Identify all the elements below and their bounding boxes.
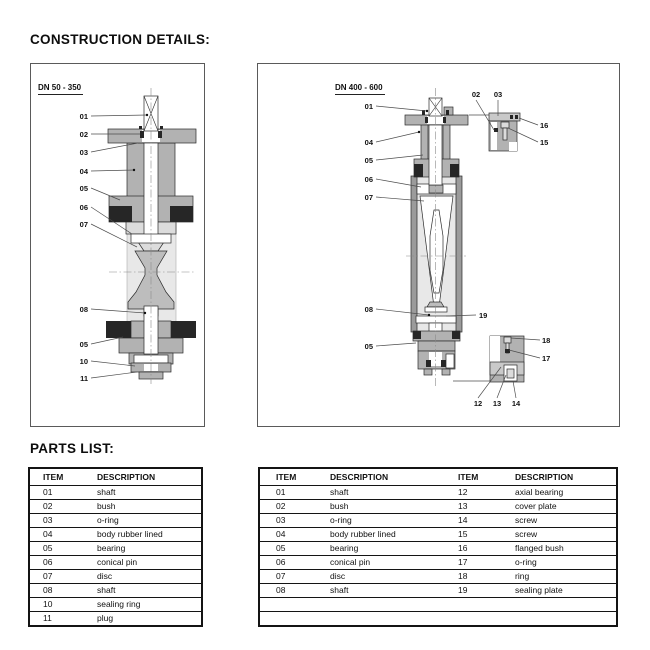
table-cell: shaft (84, 486, 202, 500)
leader-dot (144, 312, 146, 314)
table-row (29, 500, 202, 514)
table-row (29, 528, 202, 542)
table-cell: 02 (29, 500, 84, 514)
leader-line (376, 343, 416, 346)
leader-line (376, 132, 419, 142)
table-row (259, 570, 617, 584)
callout-label-08: 08 (364, 305, 373, 314)
callout-label-07: 07 (79, 220, 88, 229)
table-row (29, 612, 202, 627)
table-cell: 10 (29, 598, 84, 612)
valve-section-dn400-600 (258, 64, 619, 426)
construction-details-heading: CONSTRUCTION DETAILS: (30, 32, 211, 47)
table-row (259, 598, 617, 612)
table-cell (259, 612, 314, 627)
header-row (29, 468, 202, 486)
table-row (29, 598, 202, 612)
table-cell: o-ring (499, 556, 617, 570)
column-header: DESCRIPTION (314, 468, 442, 486)
column-header: ITEM (29, 468, 84, 486)
table-cell: 04 (259, 528, 314, 542)
table-row (259, 500, 617, 514)
table-cell: 01 (259, 486, 314, 500)
table-cell: screw (499, 514, 617, 528)
column-header: DESCRIPTION (499, 468, 617, 486)
callout-label-01: 01 (79, 112, 88, 121)
table-cell: cover plate (499, 500, 617, 514)
leader-line (91, 361, 135, 366)
leader-dot (428, 314, 430, 316)
table-cell: 01 (29, 486, 84, 500)
callout-label-14: 14 (511, 399, 521, 408)
top-flange-and-shaft (108, 96, 196, 143)
callout-label-17: 17 (542, 354, 551, 363)
column-header: ITEM (259, 468, 314, 486)
lower-bearing-housing (413, 331, 460, 375)
table-row (29, 556, 202, 570)
callout-label-05: 05 (364, 342, 373, 351)
top-detail-inset (489, 113, 520, 151)
table-cell: body rubber lined (314, 528, 442, 542)
table-cell: 13 (442, 500, 499, 514)
callout-label-04: 04 (79, 167, 88, 176)
top-flange-and-shaft (405, 98, 468, 125)
table-cell: 03 (29, 514, 84, 528)
table-cell: shaft (314, 486, 442, 500)
callout-label-06: 06 (364, 175, 373, 184)
table-row (259, 542, 617, 556)
table-cell: bearing (84, 542, 202, 556)
drawing-box-dn400-600 (257, 63, 620, 427)
leader-line (519, 118, 538, 125)
callout-label-15: 15 (540, 138, 549, 147)
table-row (259, 612, 617, 627)
column-header: DESCRIPTION (84, 468, 202, 486)
parts-table-dn400-600 (258, 467, 618, 627)
drawing-box-dn50-350 (30, 63, 205, 427)
callout-label-05: 05 (79, 340, 88, 349)
table-cell: 11 (29, 612, 84, 627)
callout-label-07: 07 (364, 193, 373, 202)
table-cell: bush (314, 500, 442, 514)
table-cell (499, 598, 617, 612)
table-cell: 12 (442, 486, 499, 500)
leader-dot (418, 131, 420, 133)
callout-label-03: 03 (493, 90, 503, 99)
callout-label-05: 05 (79, 184, 88, 193)
upper-neck-and-bearing (414, 121, 459, 185)
table-cell: screw (499, 528, 617, 542)
leader-line (91, 115, 147, 116)
callout-label-03: 03 (79, 148, 88, 157)
callout-label-08: 08 (79, 305, 88, 314)
table-cell: sealing ring (84, 598, 202, 612)
leader-line (91, 372, 137, 378)
leader-dot (426, 110, 428, 112)
leader-line (513, 381, 516, 398)
table-cell: bush (84, 500, 202, 514)
callout-label-06: 06 (79, 203, 88, 212)
callout-label-16: 16 (540, 121, 549, 130)
callout-label-01: 01 (364, 102, 373, 111)
table-cell: 06 (259, 556, 314, 570)
table-cell (259, 598, 314, 612)
table-cell: 19 (442, 584, 499, 598)
table-cell: 15 (442, 528, 499, 542)
callout-label-13: 13 (492, 399, 502, 408)
table-cell: shaft (84, 584, 202, 598)
table-cell: 07 (29, 570, 84, 584)
table-cell: ring (499, 570, 617, 584)
callout-label-18: 18 (542, 336, 551, 345)
table-cell: flanged bush (499, 542, 617, 556)
column-header: ITEM (442, 468, 499, 486)
leader-dot (146, 114, 148, 116)
leader-line (478, 367, 501, 398)
table-row (29, 486, 202, 500)
table-row (259, 584, 617, 598)
table-cell: 08 (259, 584, 314, 598)
valve-section-dn50-350 (31, 64, 204, 426)
table-cell: shaft (314, 584, 442, 598)
callout-label-05: 05 (364, 156, 373, 165)
table-cell: o-ring (314, 514, 442, 528)
dn-range-label: DN 400 - 600 (335, 83, 385, 95)
table-cell (499, 612, 617, 627)
table-cell: 18 (442, 570, 499, 584)
table-cell: 02 (259, 500, 314, 514)
table-row (29, 570, 202, 584)
callout-label-11: 11 (80, 374, 88, 383)
table-row (29, 514, 202, 528)
leader-dot (133, 169, 135, 171)
leader-line (376, 106, 427, 111)
table-cell: body rubber lined (84, 528, 202, 542)
dn-range-label: DN 50 - 350 (38, 83, 83, 95)
table-row (259, 486, 617, 500)
leader-line (91, 188, 120, 200)
table-cell: 04 (29, 528, 84, 542)
table-cell: axial bearing (499, 486, 617, 500)
table-cell: 05 (29, 542, 84, 556)
callout-label-19: 19 (479, 311, 488, 320)
table-cell: conical pin (84, 556, 202, 570)
table-cell (314, 598, 442, 612)
table-row (29, 584, 202, 598)
table-cell: 16 (442, 542, 499, 556)
table-cell: sealing plate (499, 584, 617, 598)
table-row (259, 528, 617, 542)
table-cell (442, 612, 499, 627)
callout-label-10: 10 (79, 357, 88, 366)
callout-label-02: 02 (79, 130, 88, 139)
parts-table-dn50-350 (28, 467, 203, 627)
table-row (29, 542, 202, 556)
parts-list-heading: PARTS LIST: (30, 441, 115, 456)
table-cell: 07 (259, 570, 314, 584)
table-row (259, 514, 617, 528)
table-cell: 14 (442, 514, 499, 528)
table-cell (442, 598, 499, 612)
table-cell: 17 (442, 556, 499, 570)
callout-label-02: 02 (471, 90, 481, 99)
table-cell: 06 (29, 556, 84, 570)
table-cell: 03 (259, 514, 314, 528)
table-cell (314, 612, 442, 627)
table-cell: 08 (29, 584, 84, 598)
header-row (259, 468, 617, 486)
table-row (259, 556, 617, 570)
callout-label-04: 04 (364, 138, 373, 147)
table-cell: disc (84, 570, 202, 584)
table-cell: bearing (314, 542, 442, 556)
callout-label-12: 12 (473, 399, 483, 408)
leader-line (91, 337, 123, 344)
table-cell: disc (314, 570, 442, 584)
table-cell: conical pin (314, 556, 442, 570)
table-cell: 05 (259, 542, 314, 556)
table-cell: o-ring (84, 514, 202, 528)
table-cell: plug (84, 612, 202, 627)
